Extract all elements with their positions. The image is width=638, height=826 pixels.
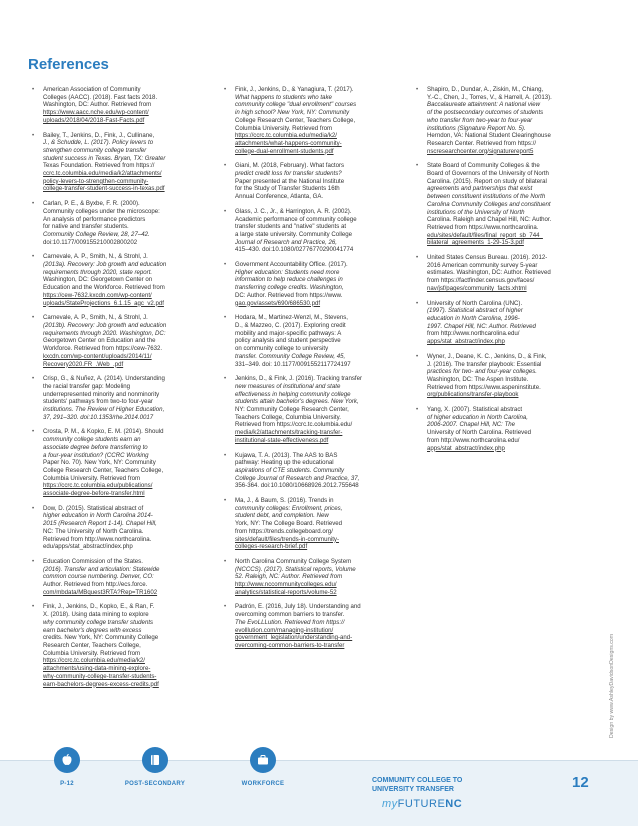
reference-text: of the postsecondary outcomes of students bbox=[427, 109, 544, 117]
reference-text: An analysis of performance predictors bbox=[43, 215, 146, 223]
reference-text: Higher education: Students need more bbox=[235, 268, 340, 276]
reference-text: practices for two- and four-year colleges. bbox=[427, 368, 537, 376]
reference-text: • Ma, J., & Baum, S. (2016). Trends in bbox=[235, 497, 334, 505]
reference-text: transfer. Community College Review, 45, bbox=[235, 352, 346, 360]
reference-link[interactable]: nscresearchcenter.org/signaturereport5 bbox=[427, 147, 534, 155]
reference-text: overcoming common barriers to transfer. bbox=[235, 611, 345, 619]
reference-text: Herndon, VA: National Student Clearinghouse bbox=[427, 132, 551, 140]
reference-text: • Bailey, T., Jenkins, D., Fink, J., Cullinane, bbox=[43, 131, 155, 139]
reference-text: agreements and partnerships that exist bbox=[427, 185, 533, 193]
reference-text: The EvoLLLution. Retrieved from https:// bbox=[235, 618, 345, 626]
reference-text: 415–430. doi:10.1080/02776770290041774 bbox=[235, 246, 354, 254]
reference-text: institutions of the University of North bbox=[427, 208, 525, 216]
reference-text: Washington, DC: Georgetown Center on bbox=[43, 276, 153, 284]
reference-text: • Padrón, E. (2016, July 18). Understanding and bbox=[235, 603, 361, 611]
reference-column-1 bbox=[32, 86, 208, 695]
reference-link[interactable]: overcoming-common-barriers-to-transfer bbox=[235, 642, 345, 649]
reference-text: policy analysis and student perspective bbox=[235, 337, 341, 345]
reference-text: • United States Census Bureau. (2016). 2012- bbox=[427, 254, 548, 262]
reference-text: • Government Accountability Office. (2017). bbox=[235, 261, 348, 269]
reference-text: on community college to university bbox=[235, 345, 329, 353]
reference-link[interactable]: ccrc.tc.columbia.edu/media/k2/attachments/ bbox=[43, 170, 162, 178]
reference-link[interactable]: http://www.nccommunitycolleges.edu/ bbox=[235, 581, 337, 589]
reference-link[interactable]: bilateral_agreements_1-29-15-3.pdf bbox=[427, 239, 524, 247]
reference-text: community colleges: Enrollment, prices, bbox=[235, 504, 343, 512]
reference-text: from http://www.northcarolina.edu/ bbox=[427, 436, 520, 444]
reference-text: What happens to students who take bbox=[235, 93, 332, 101]
reference-text: University of North Carolina. Retrieved bbox=[427, 429, 531, 437]
reference-text: • Crisp, G., & Nuñez, A. (2014). Understanding bbox=[43, 375, 165, 383]
reference-list bbox=[32, 86, 208, 688]
reference-text: • Wyner, J., Deane, K. C., Jenkins, D., & Fink, bbox=[427, 352, 547, 360]
reference-link[interactable]: edu/sites/default/files/final_report_sb_744_ bbox=[427, 231, 543, 239]
reference-text: earn bachelor's degrees with excess bbox=[43, 626, 142, 634]
reference-text: Author. Retrieved from http://ecs.force. bbox=[43, 581, 148, 589]
reference-text: • State Board of Community Colleges & the bbox=[427, 162, 540, 170]
reference-text: • Shapiro, D., Dundar, A., Ziskin, M., Chiang, bbox=[427, 86, 544, 93]
reference-text: for the Study of Transfer Students 16th bbox=[235, 185, 340, 193]
reference-item bbox=[416, 86, 592, 155]
reference-link[interactable]: https://www.aacc.nche.edu/wp-content/ bbox=[43, 109, 149, 117]
reference-text: mobility and major-specific pathways: A bbox=[235, 329, 342, 337]
reference-text: in high school? New York, NY: Community bbox=[235, 109, 350, 117]
reference-item bbox=[224, 162, 400, 201]
reference-text: Annual Conference, Atlanta, GA. bbox=[235, 193, 324, 201]
reference-text: • Education Commission of the States. bbox=[43, 557, 143, 565]
reference-text: transferring college credits. Washington, bbox=[235, 284, 344, 292]
reference-link[interactable]: media/k2/attachments/tracking-transfer- bbox=[235, 429, 343, 437]
reference-text: strengthen community college transfer bbox=[43, 146, 147, 154]
reference-text: Retrieved from http://www.northcarolina. bbox=[43, 535, 152, 543]
reference-text: • Glass, J. C., Jr., & Harrington, A. R. (2002). bbox=[235, 207, 352, 215]
reference-text: D., & Mazzeo, C. (2017). Exploring credit bbox=[235, 321, 346, 329]
reference-list bbox=[416, 86, 592, 452]
reference-text: • North Carolina Community College System bbox=[235, 557, 352, 565]
reference-text: 331–349. doi: 10.1177/0091552117724197 bbox=[235, 360, 351, 368]
reference-text: 1997. Chapel Hill, NC: Author. Retrieved bbox=[427, 322, 536, 330]
reference-text: underrepresented minority and nonminority bbox=[43, 390, 160, 398]
reference-text: DC: Author. Retrieved from https://www. bbox=[235, 291, 343, 299]
reference-link[interactable]: evolllution.com/managing-institution/ bbox=[235, 626, 334, 634]
reference-text: Academic performance of community college bbox=[235, 215, 357, 223]
reference-text: a large state university. Community College bbox=[235, 230, 353, 238]
nav-workforce[interactable] bbox=[228, 760, 298, 787]
reference-text: between constituent institutions of the North bbox=[427, 193, 546, 201]
reference-link[interactable]: uploads/StateProjections_6.1.15_agc_v2.pdf bbox=[43, 299, 164, 307]
reference-text: student debt, and completion. New bbox=[235, 512, 329, 520]
reference-text: 52. Raleigh, NC: Author. Retrieved from bbox=[235, 573, 343, 581]
reference-text: Carolina. (2015). Report on study of bilateral bbox=[427, 177, 547, 185]
reference-link[interactable]: gao.gov/assets/690/686530.pdf bbox=[235, 299, 321, 307]
reference-text: Workforce. Retrieved from https://cew-7632. bbox=[43, 345, 163, 353]
nav-label: POST-SECONDARY bbox=[124, 781, 186, 787]
reference-item bbox=[32, 603, 208, 688]
reference-text: • Jenkins, D., & Fink, J. (2016). Tracking transfer bbox=[235, 375, 362, 383]
reference-text: (NCCCS). (2017). Statistical reports, Volume bbox=[235, 565, 356, 573]
reference-link[interactable]: institutional-state-effectiveness.pdf bbox=[235, 436, 329, 444]
reference-text: Journal of Research and Practice, 26, bbox=[235, 238, 337, 246]
reference-text: Georgetown Center on Education and the bbox=[43, 337, 156, 345]
reference-text: Washington, DC: Author. Retrieved from bbox=[43, 101, 152, 109]
reference-text: Columbia University. Retrieved from bbox=[43, 649, 141, 657]
reference-link[interactable]: government_legislation/understanding-and- bbox=[235, 634, 353, 642]
reference-text: • University of North Carolina (UNC). bbox=[427, 299, 523, 307]
reference-item bbox=[32, 253, 208, 307]
reference-text: NY: Community College Research Center, bbox=[235, 406, 349, 414]
reference-text: information to help reduce challenges in bbox=[235, 276, 343, 284]
reference-text: why community college transfer students bbox=[43, 618, 154, 626]
reference-text: requirements through 2020, state report. bbox=[43, 268, 153, 276]
reference-item bbox=[224, 558, 400, 597]
reference-item bbox=[224, 497, 400, 551]
reference-text: • American Association of Community bbox=[43, 86, 141, 93]
reference-text: Carolina Community Colleges and constituent bbox=[427, 200, 551, 208]
reference-text: credits. New York, NY: Community College bbox=[43, 634, 159, 642]
reference-link[interactable]: com/mbdata/MBquest3RTA?Rep=TR1602 bbox=[43, 588, 158, 596]
reference-column-2 bbox=[224, 86, 400, 657]
reference-text: institutions. The Review of Higher Education, bbox=[43, 406, 165, 414]
reference-item bbox=[32, 200, 208, 246]
reference-text: Baccalaureate attainment: A national view bbox=[427, 101, 541, 109]
reference-text: Teachers College, Columbia University. bbox=[235, 413, 341, 421]
reference-text: for native and transfer students. bbox=[43, 223, 129, 231]
reference-text: Community colleges under the microscope: bbox=[43, 207, 160, 215]
reference-item bbox=[416, 300, 592, 346]
document-title bbox=[372, 776, 522, 794]
reference-item bbox=[32, 314, 208, 368]
reference-text: Columbia University. Retrieved from bbox=[43, 474, 141, 482]
reference-text: from http://www.northcarolina.edu/ bbox=[427, 330, 520, 338]
reference-text: requirements through 2020. Washington, DC: bbox=[43, 329, 166, 337]
reference-text: J. (2016). The transfer playbook: Essential bbox=[427, 360, 542, 368]
reference-item bbox=[416, 254, 592, 293]
reference-link[interactable]: https://cew-7632.kxcdn.com/wp-content/ bbox=[43, 291, 152, 299]
reference-text: of higher education in North Carolina, bbox=[427, 413, 528, 421]
document-title-line: COMMUNITY COLLEGE TO bbox=[372, 777, 463, 784]
reference-text: 2016 American community survey 5-year bbox=[427, 261, 538, 269]
reference-link[interactable]: why-community-college-transfer-students- bbox=[43, 672, 157, 680]
reference-text: estimates. Washington, DC: Author. Retrieved bbox=[427, 269, 551, 277]
reference-text: (1997). Statistical abstract of higher bbox=[427, 307, 523, 315]
design-credit: Design by www.AshleyDavidsonDesigns.com bbox=[609, 633, 615, 738]
reference-text: Research Center. Retrieved from https:// bbox=[427, 139, 537, 147]
reference-text: College Journal of Research and Practice, 37, bbox=[235, 474, 360, 482]
reference-text: Community College Review, 28, 27–42. bbox=[43, 230, 150, 238]
reference-list bbox=[224, 86, 400, 650]
reference-text: transfer students and "native" students at bbox=[235, 223, 347, 231]
reference-text: Y.-C., Chen, J., Torres, V., & Harrell, A. (2013). bbox=[427, 93, 552, 101]
reference-item bbox=[32, 132, 208, 194]
nav-label: WORKFORCE bbox=[241, 781, 285, 787]
reference-text: (2013a). Recovery: Job growth and education bbox=[43, 261, 167, 269]
reference-text: student success in Texas. Bryan, TX: Greater bbox=[43, 154, 166, 162]
reference-link[interactable]: analytics/statistical-reports/volume-52 bbox=[235, 588, 337, 596]
reference-text: Retrieved from https://www.northcarolina. bbox=[427, 223, 539, 231]
reference-text: community college "dual enrollment" courses bbox=[235, 101, 357, 109]
reference-link[interactable]: https://ccrc.tc.columbia.edu/media/k2/ bbox=[43, 657, 145, 665]
reference-link[interactable]: nav/jsf/pages/community_facts.xhtml bbox=[427, 284, 527, 292]
reference-text: doi:10.1177/009155210002800202 bbox=[43, 238, 138, 246]
reference-text: 356-364. doi:10.1080/10668926.2012.755648 bbox=[235, 482, 359, 490]
reference-link[interactable]: associate-degree-before-transfer.html bbox=[43, 490, 145, 498]
document-title-line: UNIVERSITY TRANSFER bbox=[372, 786, 454, 793]
page-number: 12 bbox=[572, 774, 589, 791]
myfuturenc-logo: myFUTURENC bbox=[382, 798, 463, 810]
reference-item bbox=[416, 406, 592, 452]
reference-text: • Giani, M. (2018, February). What factors bbox=[235, 162, 345, 170]
book-icon bbox=[142, 747, 168, 773]
reference-text: J., & Schudde, L. (2017). Policy levers to bbox=[43, 139, 154, 147]
reference-text: • Carnevale, A. P., Smith, N., & Strohl, J. bbox=[43, 314, 148, 322]
reference-item bbox=[32, 428, 208, 497]
reference-item bbox=[32, 505, 208, 551]
reference-text: from https://factfinder.census.gov/faces/ bbox=[427, 277, 535, 285]
reference-text: 37, 291–320. doi:10.1353/rhe.2014.0017 bbox=[43, 413, 154, 421]
reference-item bbox=[224, 261, 400, 307]
reference-text: Research Center, Teachers College, bbox=[43, 642, 141, 649]
reference-link[interactable]: college-transfer-student-success-in-texas.pdf bbox=[43, 185, 165, 193]
reference-item bbox=[416, 353, 592, 399]
reference-link[interactable]: college-dual-enrollment-students.pdf bbox=[235, 147, 334, 155]
nav-label: P-12 bbox=[60, 781, 74, 787]
reference-text: (2013b). Recovery: Job growth and education bbox=[43, 321, 167, 329]
page-title: References bbox=[28, 56, 109, 73]
reference-column-3 bbox=[416, 86, 592, 459]
reference-text: • Hodara, M., Martinez-Wenzl, M., Stevens, bbox=[235, 314, 348, 322]
reference-text: aspirations of CTE students. Community bbox=[235, 466, 345, 474]
reference-text: students attain bachelor's degrees. New York, bbox=[235, 398, 359, 406]
reference-item bbox=[224, 375, 400, 444]
reference-text: 2006-2007. Chapel Hill, NC: The bbox=[427, 421, 516, 429]
reference-text: associate degree before transferring to bbox=[43, 443, 148, 451]
reference-link[interactable]: Recovery2020.FR_.Web_.pdf bbox=[43, 360, 124, 368]
reference-link[interactable]: https://ccrc.tc.columbia.edu/media/k2/ bbox=[235, 132, 337, 140]
reference-text: who transfer from two-year to four-year bbox=[427, 116, 533, 124]
reference-item bbox=[224, 603, 400, 649]
reference-text: 2015 (Research Report 1-14). Chapel Hill, bbox=[43, 520, 157, 528]
reference-text: Education and the Workforce. Retrieved from bbox=[43, 284, 165, 292]
reference-text: • Fink, J., Jenkins, D., Kopko, E., & Ran, F. bbox=[43, 603, 155, 611]
reference-text: pathway: Heating up the educational bbox=[235, 459, 334, 467]
nav-p12[interactable] bbox=[32, 760, 102, 787]
reference-text: Board of Governors of the University of North bbox=[427, 170, 549, 178]
reference-link[interactable]: attachments/what-happens-community- bbox=[235, 139, 342, 147]
reference-text: effectiveness in helping community college bbox=[235, 390, 351, 398]
reference-text: education in North Carolina, 1996- bbox=[427, 314, 520, 322]
reference-link[interactable]: policy-levers-to-strengthen-community- bbox=[43, 177, 149, 185]
reference-item bbox=[224, 86, 400, 155]
reference-link[interactable]: https://ccrc.tc.columbia.edu/publications/ bbox=[43, 482, 153, 490]
reference-link[interactable]: apps/stat_abstract/index.php bbox=[427, 338, 505, 346]
reference-item bbox=[32, 558, 208, 597]
reference-link[interactable]: sites/default/files/trends-in-community- bbox=[235, 535, 339, 543]
reference-text: NC: The University of North Carolina. bbox=[43, 527, 144, 535]
reference-link[interactable]: kxcdn.com/wp-content/uploads/2014/11/ bbox=[43, 352, 152, 360]
reference-text: Washington, DC: The Aspen Institute. bbox=[427, 375, 529, 383]
reference-text: from https://trends.collegeboard.org/ bbox=[235, 527, 333, 535]
reference-text: Paper presented at the National Institute bbox=[235, 177, 345, 185]
reference-item bbox=[32, 86, 208, 125]
reference-text: Colleges (AACC). (2018). Fast facts 2018. bbox=[43, 93, 158, 101]
reference-text: York, NY: The College Board. Retrieved bbox=[235, 520, 343, 528]
reference-text: students' pathways from two-to four-year bbox=[43, 398, 153, 406]
reference-text: the racial transfer gap: Modeling bbox=[43, 382, 131, 390]
reference-link[interactable]: colleges-research-brief.pdf bbox=[235, 543, 308, 551]
reference-text: College Research Center, Teachers College, bbox=[43, 466, 164, 474]
reference-link[interactable]: earn-bachelors-degrees-excess-credits.pdf bbox=[43, 680, 159, 688]
reference-text: • Carnevale, A. P., Smith, N., & Strohl, J. bbox=[43, 253, 148, 261]
nav-post-secondary[interactable] bbox=[120, 760, 190, 787]
reference-text: institutions (Signature Report No. 5). bbox=[427, 124, 526, 132]
reference-item bbox=[416, 162, 592, 247]
reference-text: Columbia University. Retrieved from bbox=[235, 124, 333, 132]
reference-text: Paper No. 70). New York, NY: Community bbox=[43, 459, 156, 467]
reference-item bbox=[224, 314, 400, 368]
reference-text: Retrieved from https://ccrc.tc.columbia.edu/ bbox=[235, 421, 353, 429]
reference-link[interactable]: org/publications/transfer-playbook bbox=[427, 391, 519, 399]
reference-text: a four-year institution? (CCRC Working bbox=[43, 451, 149, 459]
reference-text: • Kujawa, T. A. (2013). The AAS to BAS bbox=[235, 451, 338, 459]
reference-item bbox=[224, 452, 400, 491]
reference-item bbox=[224, 208, 400, 254]
reference-text: • Dow, D. (2015). Statistical abstract of bbox=[43, 504, 144, 512]
reference-text: Texas Foundation. Retrieved from https:// bbox=[43, 162, 155, 170]
reference-text: Carolina. Raleigh and Chapel Hill, NC: Author. bbox=[427, 216, 552, 224]
reference-text: edu/apps/stat_abstract/index.php bbox=[43, 543, 133, 551]
reference-text: • Fink, J., Jenkins, D., & Yanagiura, T. (2017). bbox=[235, 86, 354, 93]
reference-text: College Research Center, Teachers College, bbox=[235, 116, 356, 124]
reference-text: predict credit loss for transfer students? bbox=[235, 170, 342, 178]
apple-icon bbox=[54, 747, 80, 773]
reference-link[interactable]: attachments/using-data-mining-explore- bbox=[43, 665, 151, 673]
reference-text: common course numbering. Denver, CO: bbox=[43, 573, 154, 581]
reference-text: community college students earn an bbox=[43, 436, 141, 444]
reference-text: new measures of institutional and state bbox=[235, 382, 341, 390]
reference-link[interactable]: uploads/2018/04/2018-Fast-Facts.pdf bbox=[43, 116, 145, 124]
reference-text: Retrieved from https://www.aspeninstitute. bbox=[427, 383, 541, 391]
reference-text: (2016). Transfer and articulation: Statewide bbox=[43, 565, 160, 573]
reference-text: higher education in North Carolina 2014- bbox=[43, 512, 153, 520]
reference-text: • Crosta, P. M., & Kopko, E. M. (2014). Should bbox=[43, 428, 164, 436]
reference-text: X. (2018). Using data mining to explore bbox=[43, 611, 149, 619]
reference-item bbox=[32, 375, 208, 421]
reference-text: • Carlan, P. E., & Byxbe, F. R. (2000). bbox=[43, 200, 140, 208]
reference-link[interactable]: apps/stat_abstract/index.php bbox=[427, 444, 505, 452]
briefcase-icon bbox=[250, 747, 276, 773]
reference-text: • Yang, X. (2007). Statistical abstract bbox=[427, 406, 523, 414]
